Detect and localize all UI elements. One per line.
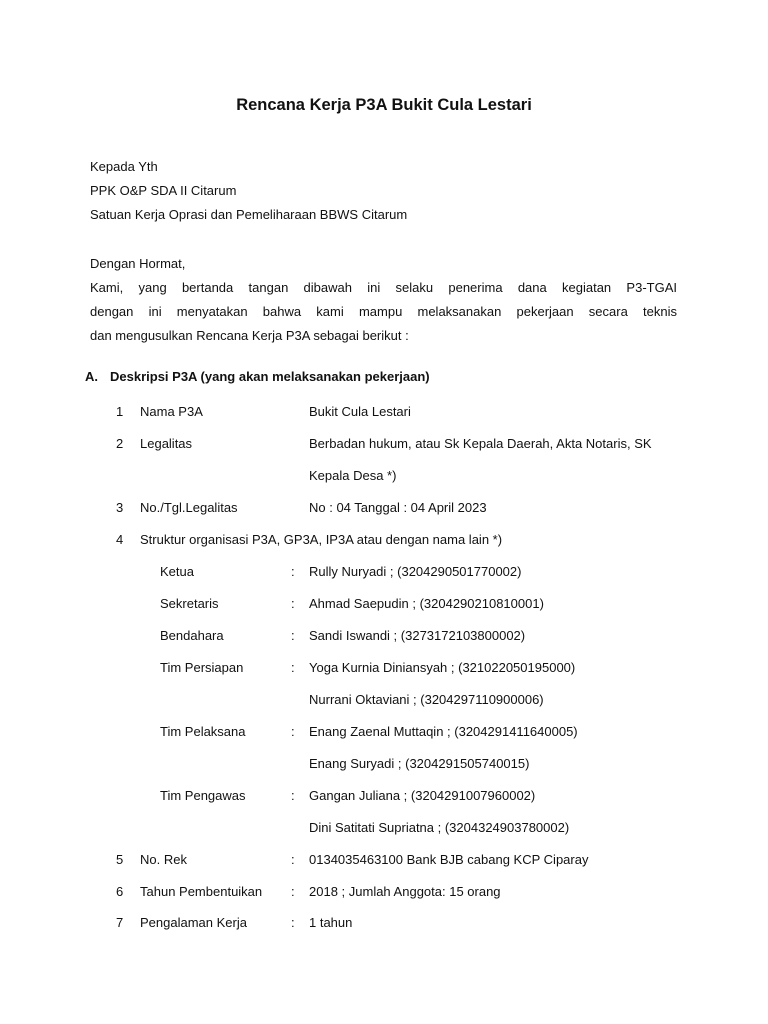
- structure-sekretaris-colon: :: [291, 596, 295, 611]
- item-3-value: No : 04 Tanggal : 04 April 2023: [309, 500, 487, 515]
- structure-ketua-label: Ketua: [160, 564, 194, 579]
- structure-sekretaris-value: Ahmad Saepudin ; (3204290210810001): [309, 596, 544, 611]
- item-6-colon: :: [291, 884, 295, 899]
- item-4-number: 4: [116, 532, 124, 547]
- structure-pelaksana-value-1: Enang Zaenal Muttaqin ; (3204291411640005): [309, 724, 578, 739]
- structure-persiapan-value-1: Yoga Kurnia Diniansyah ; (321022050195000): [309, 660, 576, 675]
- item-5-colon: :: [291, 852, 295, 867]
- item-3-number: 3: [116, 500, 124, 515]
- structure-sekretaris-label: Sekretaris: [160, 596, 219, 611]
- structure-persiapan-colon: :: [291, 660, 295, 675]
- item-6-value: 2018 ; Jumlah Anggota: 15 orang: [309, 884, 501, 899]
- structure-pengawas-colon: :: [291, 788, 295, 803]
- structure-pengawas-label: Tim Pengawas: [160, 788, 246, 803]
- addressee-line-2: PPK O&P SDA II Citarum: [90, 183, 237, 198]
- addressee-line-3: Satuan Kerja Oprasi dan Pemeliharaan BBWS Citarum: [90, 207, 408, 222]
- structure-pelaksana-label: Tim Pelaksana: [160, 724, 246, 739]
- item-1-number: 1: [116, 404, 124, 419]
- item-1-label: Nama P3A: [140, 404, 203, 419]
- page-title: Rencana Kerja P3A Bukit Cula Lestari: [236, 96, 532, 114]
- addressee-line-1: Kepada Yth: [90, 159, 158, 174]
- section-a-heading: Deskripsi P3A (yang akan melaksanakan pekerjaan): [110, 369, 430, 384]
- body-line-3: dan mengusulkan Rencana Kerja P3A sebagai berikut :: [90, 328, 409, 343]
- item-7-colon: :: [291, 915, 295, 930]
- structure-persiapan-value-2: Nurrani Oktaviani ; (3204297110900006): [309, 692, 544, 707]
- item-2-value-line-2: Kepala Desa *): [309, 468, 397, 483]
- structure-pelaksana-colon: :: [291, 724, 295, 739]
- body-line-2: dengan ini menyatakan bahwa kami mampu melaksanakan pekerjaan secara teknis: [90, 304, 677, 319]
- structure-pengawas-value-2: Dini Satitati Supriatna ; (3204324903780002): [309, 820, 570, 835]
- item-3-label: No./Tgl.Legalitas: [140, 500, 238, 515]
- item-5-number: 5: [116, 852, 124, 867]
- structure-ketua-value: Rully Nuryadi ; (3204290501770002): [309, 564, 522, 579]
- item-4-label: Struktur organisasi P3A, GP3A, IP3A atau dengan nama lain *): [140, 532, 503, 547]
- item-7-value: 1 tahun: [309, 915, 353, 930]
- structure-persiapan-label: Tim Persiapan: [160, 660, 244, 675]
- item-2-label: Legalitas: [140, 436, 193, 451]
- item-5-value: 0134035463100 Bank BJB cabang KCP Ciparay: [309, 852, 589, 867]
- greeting: Dengan Hormat,: [90, 256, 186, 271]
- structure-bendahara-label: Bendahara: [160, 628, 224, 643]
- body-line-1: Kami, yang bertanda tangan dibawah ini selaku penerima dana kegiatan P3-TGAI: [90, 280, 677, 295]
- item-7-number: 7: [116, 915, 124, 930]
- item-7-label: Pengalaman Kerja: [140, 915, 247, 930]
- structure-bendahara-colon: :: [291, 628, 295, 643]
- item-2-number: 2: [116, 436, 124, 451]
- item-6-label: Tahun Pembentuikan: [140, 884, 263, 899]
- item-5-label: No. Rek: [140, 852, 187, 867]
- structure-bendahara-value: Sandi Iswandi ; (3273172103800002): [309, 628, 526, 643]
- structure-ketua-colon: :: [291, 564, 295, 579]
- item-1-value: Bukit Cula Lestari: [309, 404, 411, 419]
- structure-pengawas-value-1: Gangan Juliana ; (3204291007960002): [309, 788, 536, 803]
- item-2-value-line-1: Berbadan hukum, atau Sk Kepala Daerah, Akta Notaris, SK: [309, 436, 652, 451]
- structure-pelaksana-value-2: Enang Suryadi ; (3204291505740015): [309, 756, 530, 771]
- section-a-letter: A.: [85, 369, 98, 384]
- item-6-number: 6: [116, 884, 124, 899]
